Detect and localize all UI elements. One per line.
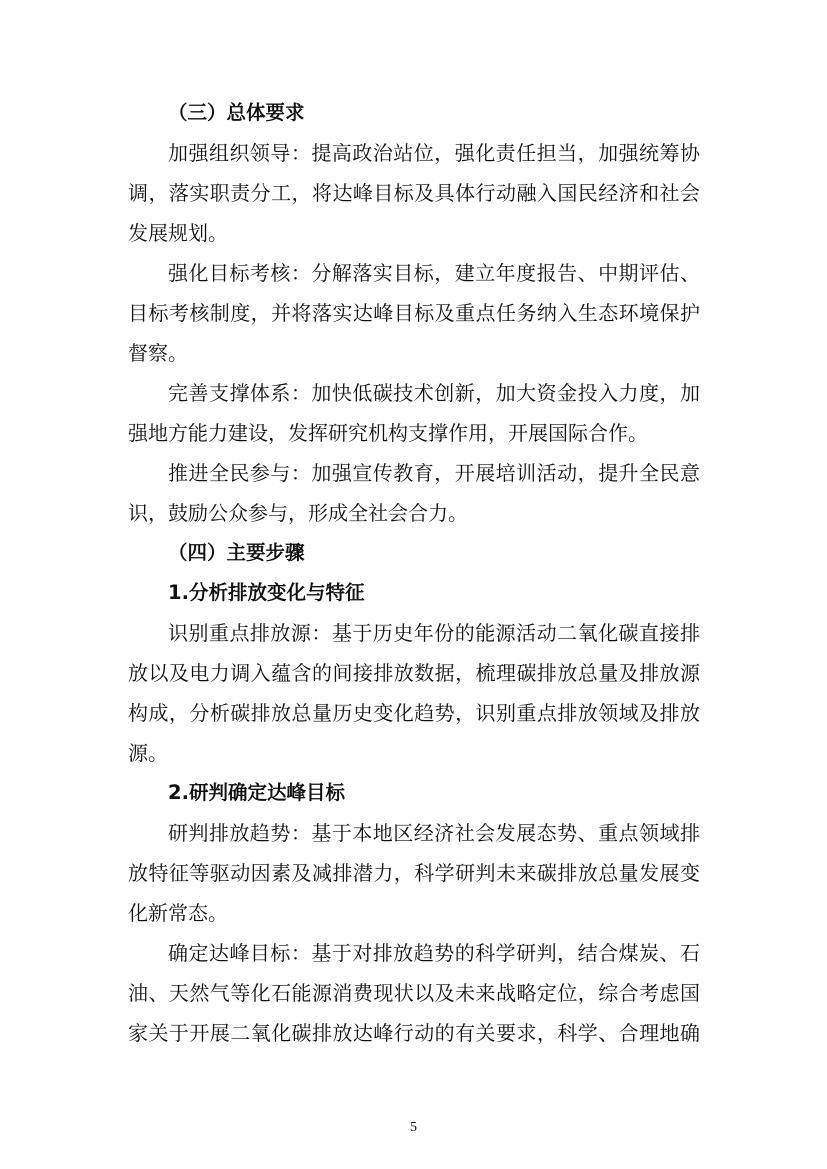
paragraph-line: 油、天然气等化石能源消费现状以及未来战略定位，综合考虑国	[128, 981, 700, 1005]
paragraph-line: 识，鼓励公众参与，形成全社会合力。	[128, 501, 468, 525]
paragraph-line: 推进全民参与：加强宣传教育，开展培训活动，提升全民意	[168, 461, 700, 485]
paragraph-line: 调，落实职责分工，将达峰目标及具体行动融入国民经济和社会	[128, 181, 700, 205]
paragraph-line: 放特征等驱动因素及减排潜力，科学研判未来碳排放总量发展变	[128, 861, 700, 885]
paragraph-line: 目标考核制度，并将落实达峰目标及重点任务纳入生态环境保护	[128, 301, 700, 325]
paragraph-line: 家关于开展二氧化碳排放达峰行动的有关要求，科学、合理地确	[128, 1021, 700, 1045]
paragraph-line: 督察。	[128, 341, 188, 365]
step-heading-2: 2.研判确定达峰目标	[168, 781, 345, 804]
paragraph-line: 完善支撑体系：加快低碳技术创新，加大资金投入力度，加	[168, 381, 700, 405]
paragraph-line: 加强组织领导：提高政治站位，强化责任担当，加强统筹协	[168, 141, 700, 165]
paragraph-line: 源。	[128, 741, 168, 765]
paragraph-line: 强化目标考核：分解落实目标，建立年度报告、中期评估、	[168, 261, 700, 285]
page-number: 5	[410, 1120, 417, 1135]
paragraph-line: 识别重点排放源：基于历史年份的能源活动二氧化碳直接排	[168, 621, 700, 645]
paragraph-line: 放以及电力调入蕴含的间接排放数据，梳理碳排放总量及排放源	[128, 661, 700, 685]
step-heading-1: 1.分析排放变化与特征	[168, 581, 365, 604]
paragraph-line: 确定达峰目标：基于对排放趋势的科学研判，结合煤炭、石	[168, 941, 700, 965]
paragraph-line: 发展规划。	[128, 221, 228, 245]
paragraph-line: 强地方能力建设，发挥研究机构支撑作用，开展国际合作。	[128, 421, 648, 445]
section-heading-main-steps: （四）主要步骤	[168, 541, 305, 564]
paragraph-line: 研判排放趋势：基于本地区经济社会发展态势、重点领域排	[168, 821, 700, 845]
section-heading-overall-requirements: （三）总体要求	[168, 101, 305, 124]
paragraph-line: 构成，分析碳排放总量历史变化趋势，识别重点排放领域及排放	[128, 701, 700, 725]
paragraph-line: 化新常态。	[128, 901, 228, 925]
